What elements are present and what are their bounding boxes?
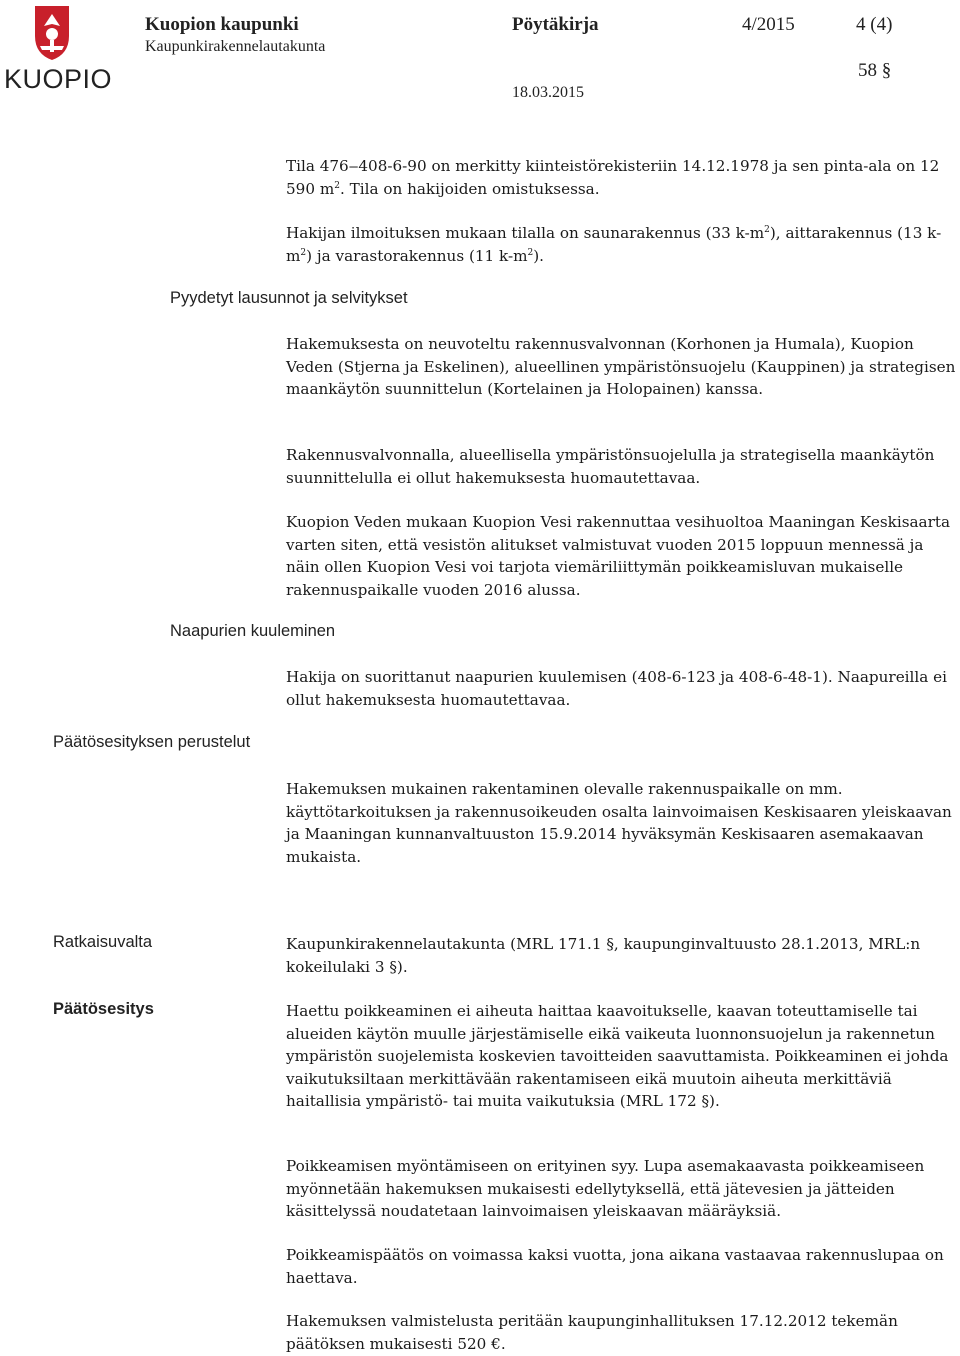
- label-naapurien-kuuleminen: Naapurien kuuleminen: [170, 622, 336, 640]
- document-type: Pöytäkirja: [512, 14, 599, 35]
- paragraph-naapurit: Hakija on suorittanut naapurien kuulemisen (408-6-123 ja 408-6-48-1). Naapureilla ei ollut hakemuksesta huomautettavaa.: [286, 668, 947, 709]
- document-number: 4/2015: [742, 14, 795, 35]
- committee-name: Kaupunkirakennelautakunta: [145, 38, 326, 55]
- kuopio-coat-of-arms-icon: [4, 4, 100, 64]
- paragraph-voimassaolo: Poikkeamispäätös on voimassa kaksi vuotta, jona aikana vastaavaa rakennuslupaa on haettava.: [286, 1246, 944, 1287]
- paragraph-tila: Tila 476‒408-6-90 on merkitty kiinteistörekisteriin 14.12.1978 ja sen pinta-ala on 12 590 $m^2$. Tila on hakijoiden omistuksessa.: [286, 157, 940, 198]
- paragraph-paatosesitys: Haettu poikkeaminen ei aiheuta haittaa kaavoitukselle, kaavan toteuttamiselle tai alueiden käytön muulle järjestämiselle eikä vaikeuta luonnonsuojelun ja rakennetun ympäristön suojelemista koskevien tavoitteiden saavuttamista. Poikkeaminen ei johda vaikutuksiltaan merkittävään rakentamiseen eikä muutoin aiheuta merkittäviä haitallisia ympäristö- tai muita vaikutuksia (MRL 172 §).: [286, 1002, 949, 1110]
- label-ratkaisuvalta: Ratkaisuvalta: [53, 933, 153, 951]
- paragraph-ei-huomautettavaa: Rakennusvalvonnalla, alueellisella ympäristönsuojelulla ja strategisella maankäytön suunnittelulla ei ollut hakemuksesta huomautettavaa.: [286, 446, 935, 487]
- paragraph-neuvoteltu: Hakemuksesta on neuvoteltu rakennusvalvonnan (Korhonen ja Humala), Kuopion Veden (Stjerna ja Eskelinen), alueellinen ympäristönsuojelu (Kauppinen) ja strategisen maankäytön suunnittelun (Kortelainen ja Holopainen) kanssa.: [286, 335, 956, 398]
- kuopio-logo: [4, 4, 113, 94]
- label-paatosesitys: Päätösesitys: [53, 1000, 154, 1018]
- paragraph-perustelut: Hakemuksen mukainen rakentaminen olevalle rakennuspaikalle on mm. käyttötarkoituksen ja rakennusoikeuden osalta lainvoimaisen Keskisaaren yleiskaavan ja Maaningan kunnanvaltuuston 15.9.2014 hyväksymän Keskisaaren asemakaavan mukaista.: [286, 780, 952, 866]
- meeting-date: 18.03.2015: [512, 84, 584, 101]
- paragraph-ratkaisuvalta: Kaupunkirakennelautakunta (MRL 171.1 §, kaupunginvaltuusto 28.1.2013, MRL:n kokeilulaki 3 §).: [286, 935, 921, 976]
- paragraph-maksu: Hakemuksen valmistelusta peritään kaupunginhallituksen 17.12.2012 tekemän päätöksen mukaisesti 520 €.: [286, 1312, 898, 1353]
- paragraph-erityinen-syy: Poikkeamisen myöntämiseen on erityinen syy. Lupa asemakaavasta poikkeamiseen myönnetään hakemuksen mukaisesti edellytyksellä, että jätevesien ja jätteiden käsittelyssä noudatetaan lainvoimaisen yleiskaavan määräyksiä.: [286, 1157, 925, 1220]
- section-number: 58 §: [858, 60, 892, 81]
- page-number: 4 (4): [856, 14, 893, 35]
- label-paatosesityksen-perustelut: Päätösesityksen perustelut: [53, 733, 251, 751]
- logo-text: KUOPIO: [4, 64, 113, 94]
- org-name: Kuopion kaupunki: [145, 14, 299, 35]
- paragraph-kuopion-vesi: Kuopion Veden mukaan Kuopion Vesi rakennuttaa vesihuoltoa Maaningan Keskisaarta varten siten, että vesistön alitukset valmistuvat vuoden 2015 loppuun mennessä ja näin ollen Kuopion Vesi voi tarjota viemäriliittymän poikkeamisluvan mukaiselle rakennuspaikalle vuoden 2016 alussa.: [286, 513, 951, 599]
- label-pyydetyt-lausunnot: Pyydetyt lausunnot ja selvitykset: [170, 289, 408, 307]
- paragraph-rakennukset: Hakijan ilmoituksen mukaan tilalla on saunarakennus (33 $k-m^2$), aittarakennus (13 $k-m^2$) ja varastorakennus (11 $k-m^2$).: [286, 224, 942, 265]
